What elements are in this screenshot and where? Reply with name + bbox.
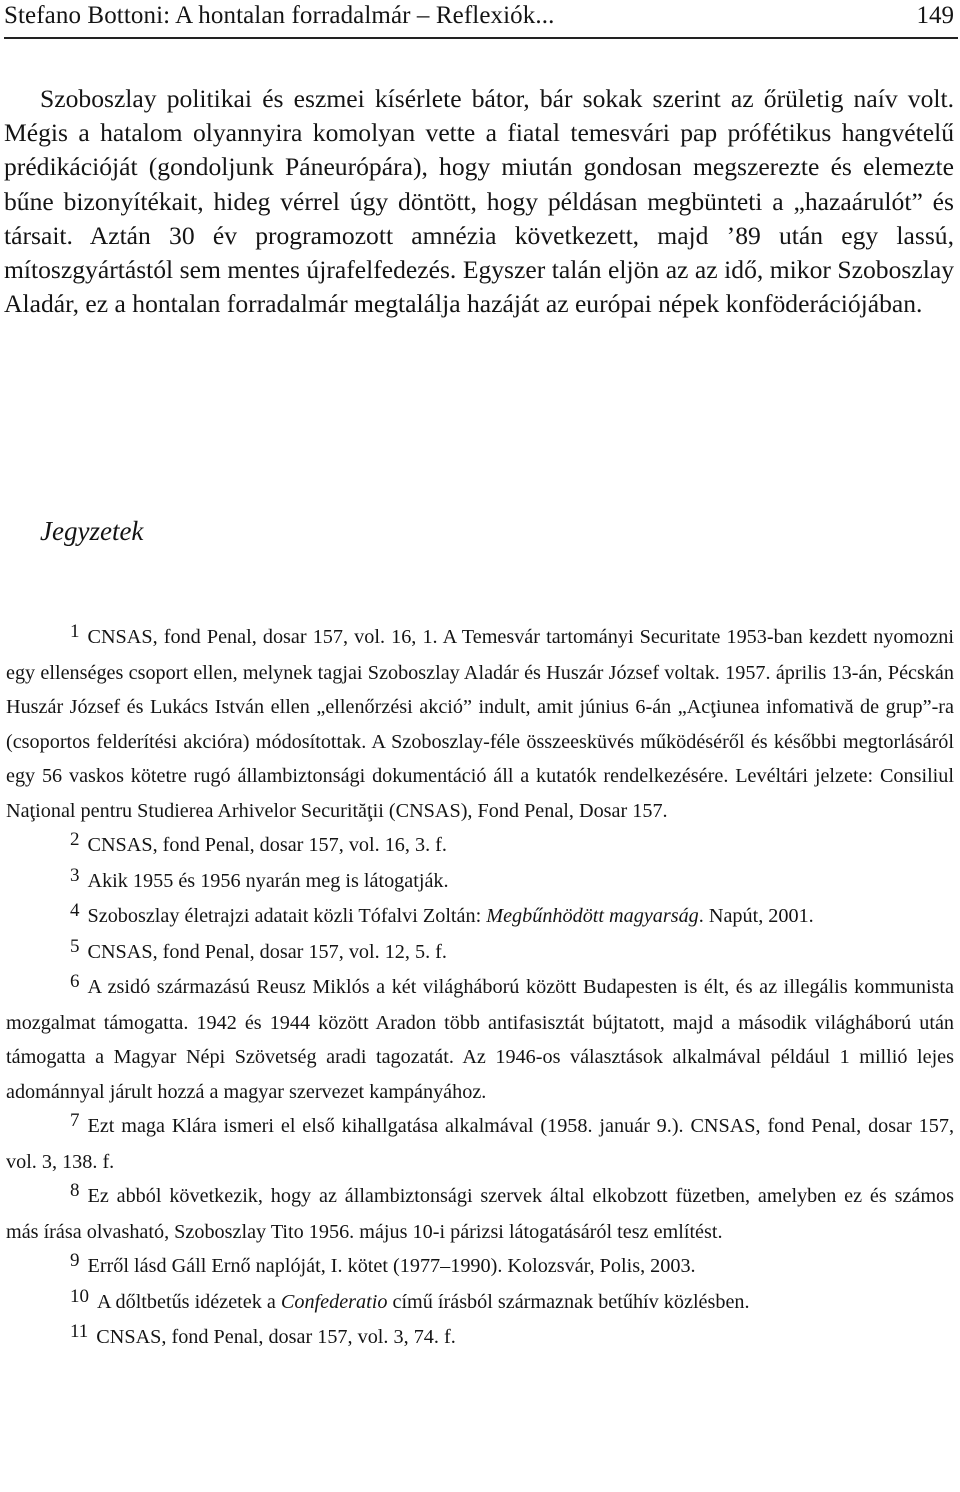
note-4: [6, 899, 954, 935]
note-2: [6, 828, 954, 864]
note-9: [6, 1249, 954, 1285]
note-3: [6, 864, 954, 900]
note-text: Szoboszlay életrajzi adatait közli Tófalvi Zoltán:: [87, 905, 487, 927]
note-number: 8: [70, 1180, 80, 1201]
note-number: 4: [70, 900, 80, 921]
notes-heading: Jegyzetek: [40, 516, 144, 546]
header-rule: [4, 37, 958, 39]
note-number: 6: [70, 971, 80, 992]
note-text-after: című írásból származnak betűhív közlésben.: [387, 1290, 750, 1313]
body-paragraph: Szoboszlay politikai és eszmei kísérlete bátor, bár sokak szerint az őrületig naív volt. Mégis a hatalom olyannyira komolyan vette a fiatal temesvári pap prófétikus hangvételű prédikációját (gondoljunk Páneurópára), hogy miután gondosan megszerezte és elemezte bűne bizonyítékait, hideg vérrel úgy döntött, hogy példásan megbünteti a „hazaárulót” és társait. Aztán 30 év programozott amnézia következett, majd ’89 után egy lassú, mítoszgyártástól sem mentes újrafelfedezés. Egyszer talán eljön az az idő, mikor Szoboszlay Aladár, ez a hontalan forradalmár megtalálja hazáját az európai népek konföderációjában.: [4, 84, 954, 319]
note-number: 3: [70, 864, 80, 886]
note-text: Akik 1955 és 1956 nyarán meg is látogatják.: [87, 869, 449, 892]
note-6: [6, 970, 954, 1109]
note-text: Erről lásd Gáll Ernő naplóját, I. kötet (1977–1990). Kolozsvár, Polis, 2003.: [87, 1255, 696, 1277]
note-number: 1: [70, 621, 80, 642]
note-text: CNSAS, fond Penal, dosar 157, vol. 16, 1. A Temesvár tartományi Securitate 1953-ban kezdett nyomozni egy ellenséges csoport ellen, melynek tagjai Szoboszlay Aladár és Huszár József voltak. 1957. április 13-án, Pécskán Huszár József és Lukács István ellen „ellenőrzési akció” indult, amit június 6-án „Acţiunea infomativă de grup”-ra (csoportos felderítési akcióra) módosítottak. A Szoboszlay-féle összeesküvés működéséről és későbbi megtorlásáról egy 56 vaskos kötetre rugó állambiztonsági dokumentáció áll a kutatók rendelkezésére. Levéltári jelzete: Consiliul Naţional pentru Studierea Arhivelor Securităţii (CNSAS), Fond Penal, Dosar 157.: [6, 626, 954, 822]
note-text: A zsidó származású Reusz Miklós a két világháború között Budapesten is élt, és az illegális kommunista mozgalmat támogatta. 1942 és 1944 között Aradon több antifasisztát bújtatott, majd a második világháború után támogatta a Magyar Népi Szövetség aradi tagozatát. Az 1946-os választások alkalmával például 1 millió lejes adománnyal járult hozzá a magyar szervezet kampányához.: [6, 976, 954, 1103]
note-number: 9: [70, 1250, 80, 1271]
note-text: A dőltbetűs idézetek a: [97, 1290, 281, 1313]
note-text: Ez abból következik, hogy az állambiztonsági szervek által elkobzott füzetben, amelyben ez és számos más írása olvasható, Szoboszlay Tito 1956. május 10-i párizsi látogatásáról tesz említést.: [6, 1185, 954, 1243]
note-5: [6, 935, 954, 971]
note-7: [6, 1109, 954, 1179]
notes-list: [6, 620, 954, 1356]
note-1: [6, 620, 954, 828]
note-8: [6, 1179, 954, 1249]
running-title: Stefano Bottoni: A hontalan forradalmár – Reflexiók...: [4, 2, 555, 29]
note-10: [6, 1285, 954, 1321]
note-italic-title: Confederatio: [280, 1290, 388, 1313]
note-text: CNSAS, fond Penal, dosar 157, vol. 3, 74. f.: [96, 1326, 456, 1348]
note-italic-title: Megbűnhödött magyarság: [486, 905, 699, 927]
note-text: CNSAS, fond Penal, dosar 157, vol. 12, 5. f.: [87, 940, 447, 963]
page-number: 149: [916, 2, 954, 29]
body-text: [4, 82, 954, 321]
note-text: Ezt maga Klára ismeri el első kihallgatása alkalmával (1958. január 9.). CNSAS, fond Penal, dosar 157, vol. 3, 138. f.: [6, 1115, 954, 1173]
running-header: [0, 0, 960, 40]
note-number: 7: [70, 1110, 80, 1131]
note-text: CNSAS, fond Penal, dosar 157, vol. 16, 3. f.: [87, 834, 447, 856]
note-number: 10: [70, 1285, 89, 1307]
note-number: 11: [70, 1321, 89, 1342]
note-number: 2: [70, 829, 80, 850]
note-11: [6, 1320, 954, 1356]
note-number: 5: [70, 935, 80, 957]
note-text-after: . Napút, 2001.: [698, 905, 814, 927]
